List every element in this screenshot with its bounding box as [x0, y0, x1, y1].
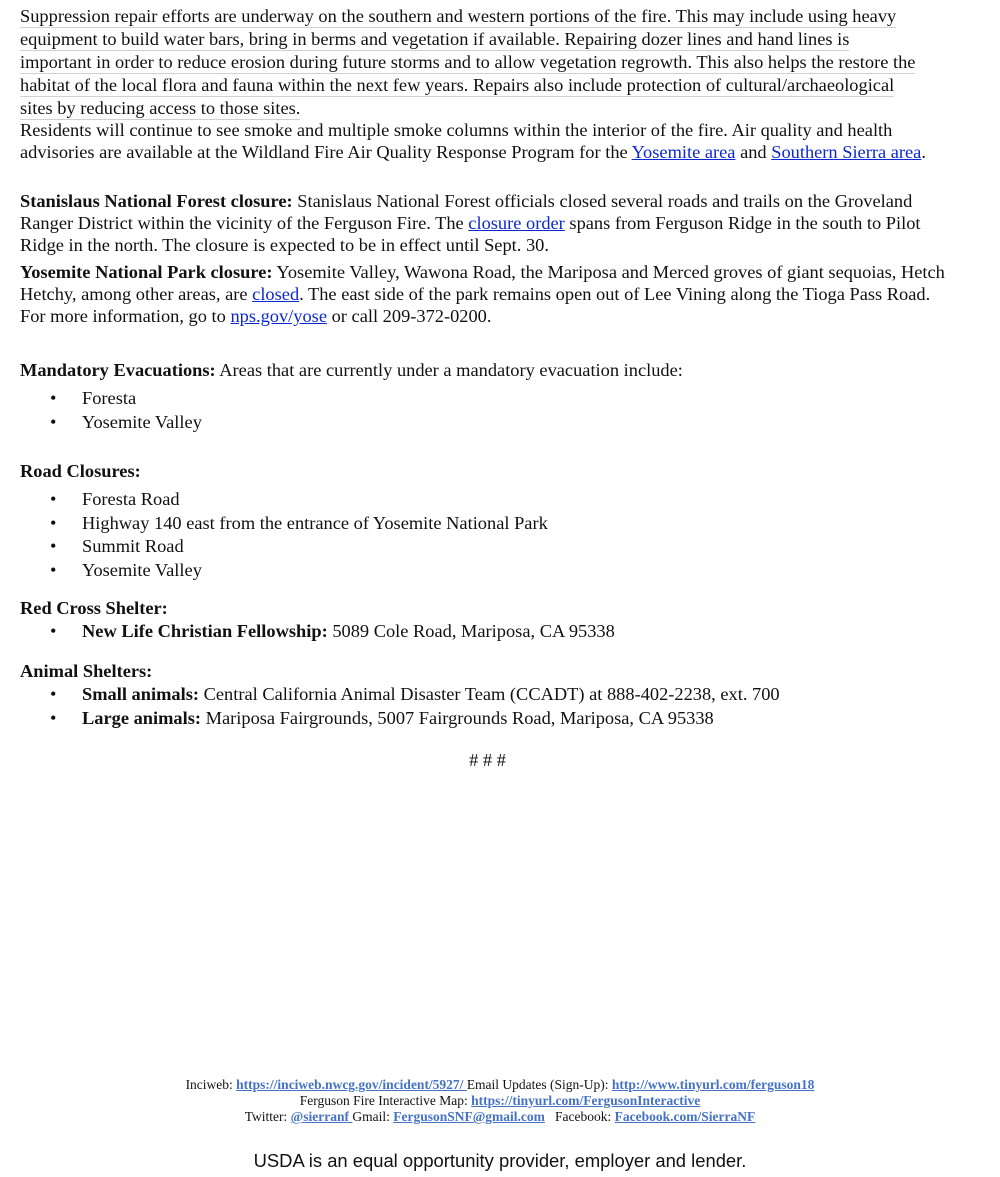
yosemite-closure-text-2: . The east side of the park remains open out of Lee Vining along the Tioga Pass Road. For more information, go to [20, 284, 931, 326]
facebook-label: Facebook: [544, 1109, 615, 1124]
southern-sierra-area-link[interactable]: Southern Sierra area [771, 142, 922, 162]
repair-line: habitat of the local flora and fauna within the next few years. Repairs also include protection of cultural/archaeological [20, 75, 895, 95]
list-item-text: Foresta [82, 388, 137, 408]
list-item [20, 707, 780, 731]
repair-line: Suppression repair efforts are underway on the southern and western portions of the fire. This may include using heavy [20, 6, 897, 26]
list-item [20, 535, 548, 559]
twitter-link[interactable]: @sierranf [290, 1109, 353, 1124]
list-item [20, 411, 202, 435]
list-item-text: Foresta Road [82, 489, 180, 509]
list-item-text: Highway 140 east from the entrance of Yosemite National Park [82, 512, 548, 533]
yosemite-closure-label: Yosemite National Park closure: [20, 262, 273, 282]
bullet-icon: • [50, 707, 57, 728]
gmail-label: Gmail: [352, 1109, 394, 1124]
list-item [20, 683, 780, 707]
yosemite-closure-text-3: or call 209-372-0200. [327, 306, 492, 326]
closed-link[interactable]: closed [252, 284, 300, 304]
facebook-link[interactable]: Facebook.com/SierraNF [614, 1109, 756, 1124]
usda-statement: USDA is an equal opportunity provider, employer and lender. [253, 1150, 747, 1171]
repair-line: important in order to reduce erosion during future storms and to allow vegetation regrowth. This also helps the restore the [20, 52, 916, 72]
end-mark: # # # [469, 750, 506, 770]
yosemite-closure-paragraph [20, 261, 960, 327]
red-cross-shelter-label: Red Cross Shelter: [20, 598, 168, 618]
red-cross-shelter-heading [20, 597, 168, 619]
yosemite-area-link[interactable]: Yosemite area [631, 142, 736, 162]
mandatory-evacuations-heading [20, 359, 683, 381]
inciweb-link[interactable]: https://inciweb.nwcg.gov/incident/5927/ [236, 1077, 467, 1092]
footer-line-1 [0, 1077, 1000, 1093]
bullet-icon: • [50, 559, 57, 580]
footer-line-3 [0, 1109, 1000, 1125]
repair-line: sites by reducing access to those sites. [20, 98, 301, 118]
animal-shelters-list [20, 683, 780, 730]
interactive-map-label: Ferguson Fire Interactive Map: [299, 1093, 472, 1108]
bullet-icon: • [50, 411, 57, 432]
small-animals-label: Small animals: [82, 684, 199, 704]
footer [0, 1077, 1000, 1125]
inciweb-label: Inciweb: [185, 1077, 237, 1092]
email-updates-label: Email Updates (Sign-Up): [466, 1077, 612, 1092]
animal-shelters-heading [20, 660, 152, 682]
gmail-link[interactable]: FergusonSNF@gmail.com [393, 1109, 545, 1124]
list-item [20, 512, 548, 536]
stanislaus-closure-text: Stanislaus National Forest officials closed several roads and trails on the Groveland Ranger District within the vicinity of the Ferguson Fire. The [20, 191, 913, 233]
mandatory-evacuations-list [20, 387, 202, 434]
yosemite-closure-text: Yosemite Valley, Wawona Road, the Mariposa and Merced groves of giant sequoias, Hetch Hetchy, among other areas, are [20, 262, 945, 304]
stanislaus-closure-label: Stanislaus National Forest closure: [20, 191, 293, 211]
list-item [20, 620, 615, 644]
stanislaus-closure-text-2: spans from Ferguson Ridge in the south to Pilot Ridge in the north. The closure is expected to be in effect until Sept. 30. [20, 213, 921, 255]
air-quality-conjunction: and [735, 142, 772, 162]
large-animals-label: Large animals: [82, 707, 202, 728]
bullet-icon: • [50, 684, 57, 704]
air-quality-paragraph [20, 119, 955, 163]
bullet-icon: • [50, 536, 57, 556]
list-item [20, 488, 548, 512]
list-item-text: Yosemite Valley [82, 411, 202, 432]
repair-line: equipment to build water bars, bring in berms and vegetation if available. Repairing dozer lines and hand lines is [20, 29, 850, 49]
shelter-address: 5089 Cole Road, Mariposa, CA 95338 [327, 621, 615, 641]
list-item-text: Yosemite Valley [82, 559, 202, 580]
list-item [20, 559, 548, 583]
red-cross-shelter-list [20, 620, 615, 644]
bullet-icon: • [50, 489, 57, 509]
interactive-map-link[interactable]: https://tinyurl.com/FergusonInteractive [471, 1093, 701, 1108]
list-item [20, 387, 202, 411]
large-animals-text: Mariposa Fairgrounds, 5007 Fairgrounds Road, Mariposa, CA 95338 [201, 707, 714, 728]
mandatory-evacuations-label: Mandatory Evacuations: [20, 360, 216, 380]
twitter-label: Twitter: [244, 1109, 291, 1124]
list-item-text: Summit Road [82, 536, 184, 556]
footer-line-2 [0, 1093, 1000, 1109]
bullet-icon: • [50, 621, 57, 641]
road-closures-list [20, 488, 548, 582]
air-quality-text: Residents will continue to see smoke and multiple smoke columns within the interior of the fire. Air quality and health advisories are available at the Wildland Fire Air Quality Response Program for the [20, 120, 893, 162]
small-animals-text: Central California Animal Disaster Team (CCADT) at 888-402-2238, ext. 700 [199, 684, 780, 704]
road-closures-label: Road Closures: [20, 461, 141, 481]
bullet-icon: • [50, 512, 57, 533]
closure-order-link[interactable]: closure order [468, 213, 565, 233]
air-quality-end: . [921, 142, 926, 162]
road-closures-heading [20, 460, 141, 482]
mandatory-evacuations-text: Areas that are currently under a mandatory evacuation include: [215, 360, 683, 380]
animal-shelters-label: Animal Shelters: [20, 661, 153, 681]
bullet-icon: • [50, 388, 57, 408]
email-updates-link[interactable]: http://www.tinyurl.com/ferguson18 [611, 1077, 815, 1092]
stanislaus-closure-paragraph [20, 190, 960, 256]
repair-paragraph [20, 5, 955, 120]
shelter-name: New Life Christian Fellowship: [82, 621, 328, 641]
nps-gov-yose-link[interactable]: nps.gov/yose [230, 306, 328, 326]
